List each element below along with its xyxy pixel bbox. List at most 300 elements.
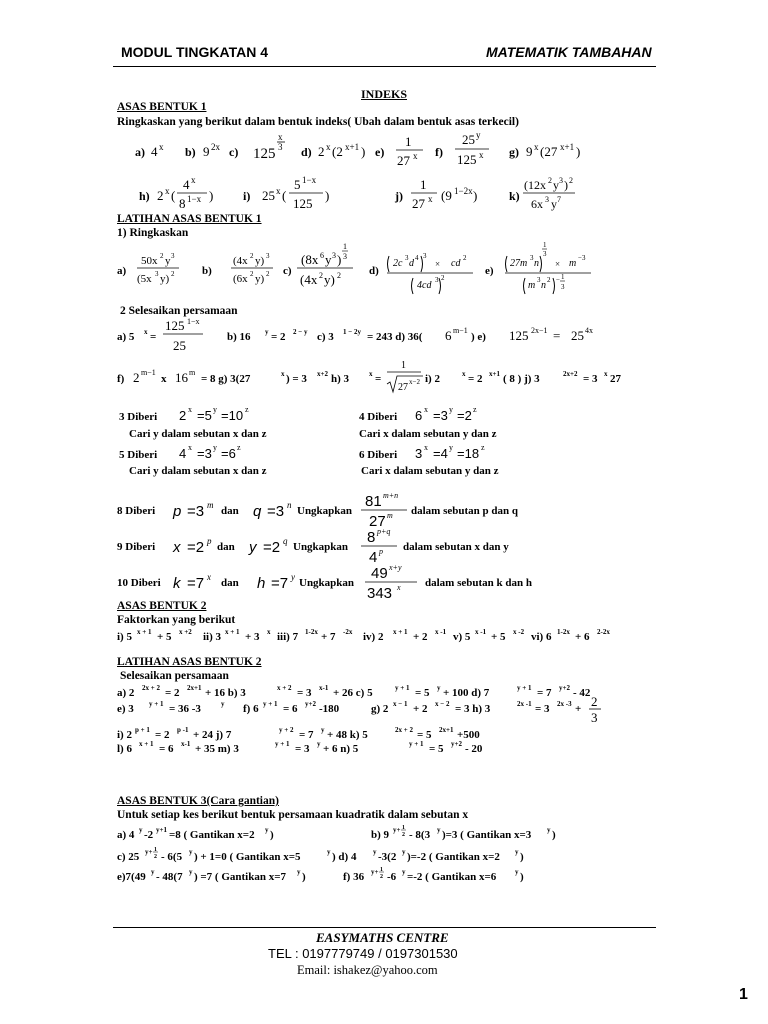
svg-text:=-2 ( Gantikan x=6: =-2 ( Gantikan x=6 [407,871,497,883]
svg-text:y+: y+ [145,848,153,856]
svg-text:e) 3: e) 3 [117,703,134,715]
instruction-kuadratik: Untuk setiap kes berikut bentuk persamaan kuadratik dalam sebutan x [117,809,469,821]
svg-text:y+2: y+2 [305,700,316,708]
svg-text:y: y [213,405,217,414]
svg-text:x -1: x -1 [435,628,447,636]
svg-text:g): g) [509,145,519,159]
instruction-faktorkan: Faktorkan yang berikut [117,614,236,626]
svg-text:m: m [528,280,536,291]
svg-text:(6x: (6x [233,273,248,285]
svg-text:b): b) [185,145,196,159]
svg-text:): ) [270,829,274,841]
svg-text:x: x [604,370,608,378]
svg-text:-6: -6 [387,871,397,883]
svg-text:- 8(3: - 8(3 [409,829,431,841]
svg-text:3: 3 [423,252,427,260]
svg-text:1-2x: 1-2x [557,628,570,636]
svg-text:dalam sebutan k dan h: dalam sebutan k dan h [425,577,532,589]
svg-text:y: y [402,868,406,876]
svg-text:x: x [165,186,170,196]
svg-text:3: 3 [171,252,175,260]
svg-text:): ) [361,144,366,159]
section-heading-latihan-2: LATIHAN ASAS BENTUK 2 [117,656,262,668]
svg-text:2: 2 [337,271,341,280]
svg-text:x: x [188,405,192,414]
svg-text:y: y [249,539,257,556]
svg-text:( 8 ) j) 3: ( 8 ) j) 3 [503,373,540,385]
svg-text:k: k [173,575,181,592]
svg-text:dalam sebutan x dan y: dalam sebutan x dan y [403,541,509,553]
svg-text:p: p [379,547,383,556]
svg-text:3: 3 [545,195,549,204]
svg-text:2x -3: 2x -3 [557,700,572,708]
svg-text:f): f) [435,145,443,159]
svg-text:+ 16 b) 3: + 16 b) 3 [205,687,246,699]
svg-text:y + 2: y + 2 [279,726,294,734]
svg-text:y: y [449,443,453,452]
svg-text:c) 3: c) 3 [317,331,334,343]
svg-text:k): k) [509,189,520,203]
svg-text:2: 2 [463,254,467,262]
svg-text:4: 4 [415,254,419,262]
svg-text:2: 2 [380,874,383,880]
svg-text:p+q: p+q [377,527,391,536]
svg-text:8 Diberi: 8 Diberi [117,505,156,517]
svg-text:27: 27 [610,373,621,385]
svg-text:dan: dan [217,541,235,553]
svg-text:y: y [437,826,441,834]
svg-text:i) 2: i) 2 [117,729,132,741]
svg-text:y: y [547,826,551,834]
svg-text:dan: dan [221,577,239,589]
svg-text:+ 5: + 5 [157,631,172,643]
footer-centre-name: EASYMATHS CENTRE [316,930,449,945]
svg-text:2x+2: 2x+2 [563,370,578,378]
svg-text:= 2: = 2 [155,729,170,741]
svg-text:a): a) [135,145,145,159]
svg-text:Ungkapkan: Ungkapkan [293,541,349,553]
svg-text:2: 2 [591,694,598,709]
svg-text:4: 4 [183,177,190,192]
footer-rule [113,927,656,928]
svg-text:): ) [337,252,342,267]
svg-text:-3(2: -3(2 [378,851,397,863]
svg-text:m: m [207,500,214,510]
svg-text:) + 1=0 ( Gantikan x=5: ) + 1=0 ( Gantikan x=5 [194,851,301,863]
svg-text:= 2: = 2 [468,373,483,385]
question-2-label: 2 Selesaikan persamaan [120,305,238,317]
svg-text:x +2: x +2 [179,628,192,636]
svg-text:- 6(5: - 6(5 [161,851,183,863]
header-module-label: MODUL TINGKATAN 4 [121,44,268,60]
svg-text:3: 3 [343,252,347,261]
svg-text:(4x: (4x [300,272,318,287]
svg-text:= 5: = 5 [415,687,430,699]
svg-text:=5: =5 [197,408,212,423]
svg-text:h) 3: h) 3 [331,373,350,385]
svg-text:(27: (27 [540,144,558,159]
svg-text:z: z [237,443,241,452]
svg-text:y: y [373,848,377,856]
svg-text:) = 3: ) = 3 [286,373,307,385]
svg-text:27: 27 [412,196,425,211]
svg-text:q: q [253,503,262,520]
svg-text:+ 35 m) 3: + 35 m) 3 [195,743,239,755]
svg-text:m+n: m+n [383,491,399,500]
svg-text:8: 8 [179,196,186,211]
svg-text:- 20: - 20 [465,743,483,755]
svg-text:= 3: = 3 [535,703,550,715]
svg-text:x: x [424,443,428,452]
footer-telephone: TEL : 0197779749 / 0197301530 [268,946,458,961]
svg-text:9: 9 [526,144,533,159]
svg-text:1: 1 [402,825,405,831]
svg-text:vi) 6: vi) 6 [531,631,552,643]
svg-text:y: y [321,726,325,734]
svg-text:9 Diberi: 9 Diberi [117,541,156,553]
svg-text:2: 2 [441,274,445,282]
svg-text:=2: =2 [187,539,205,556]
svg-text:d): d) [369,265,379,277]
svg-text:343: 343 [367,585,393,602]
svg-text:2: 2 [250,252,254,260]
svg-text:=7: =7 [271,575,289,592]
svg-text:x − 1: x − 1 [393,700,408,708]
svg-text:z: z [481,443,485,452]
svg-text:)=-2 ( Gantikan x=2: )=-2 ( Gantikan x=2 [407,851,500,863]
svg-text:=18: =18 [457,446,480,461]
svg-text:f): f) [117,373,125,385]
svg-text:=3: =3 [433,408,448,423]
svg-text:x: x [144,328,148,336]
section-heading-asas-3: ASAS BENTUK 3(Cara gantian) [117,795,279,807]
svg-text:= 36 -3: = 36 -3 [169,703,201,715]
svg-text:2x+1: 2x+1 [439,726,454,734]
svg-text:16: 16 [175,370,188,385]
svg-text:y + 1: y + 1 [395,684,410,692]
svg-text:+ 3: + 3 [245,631,260,643]
svg-text:y: y [476,130,481,140]
svg-text:2x -1: 2x -1 [517,700,532,708]
svg-text:1−2x: 1−2x [454,186,473,196]
svg-text:f) 36: f) 36 [343,871,365,883]
svg-text:v) 5: v) 5 [453,631,471,643]
svg-text:h: h [257,575,266,592]
page-title: INDEKS [361,87,408,101]
svg-text:a): a) [117,265,127,277]
svg-text:9: 9 [203,144,210,159]
svg-text:j): j) [395,189,403,203]
svg-text:3: 3 [435,276,439,284]
svg-text:+ 2: + 2 [413,631,428,643]
section-heading-latihan-1: LATIHAN ASAS BENTUK 1 [117,213,262,225]
svg-text:−3: −3 [578,254,586,262]
svg-text:(4x: (4x [233,255,248,267]
svg-text:n: n [541,280,546,291]
svg-text:=: = [375,373,382,385]
svg-text:2: 2 [266,270,270,278]
svg-text:y: y [553,178,559,192]
svg-text:y: y [437,684,441,692]
svg-text:e): e) [485,265,494,277]
svg-text:y): y) [160,273,170,285]
svg-text:10 Diberi: 10 Diberi [117,577,161,589]
svg-text:iii) 7: iii) 7 [277,631,299,643]
svg-text:=3: =3 [197,446,212,461]
svg-text:2: 2 [547,276,551,284]
svg-text:4 Diberi: 4 Diberi [359,411,398,423]
asas-1-expressions [117,128,657,218]
svg-text:= 6: = 6 [283,703,298,715]
svg-text:x: x [159,142,164,152]
svg-text:): ) [209,188,214,203]
svg-text:(: ( [282,188,287,203]
svg-text:): ) [325,188,330,203]
svg-text:3: 3 [561,283,565,291]
svg-text:25: 25 [571,328,584,343]
svg-text:Ungkapkan: Ungkapkan [297,505,353,517]
svg-text:2 − y: 2 − y [293,328,308,336]
svg-text:= 2: = 2 [165,687,180,699]
svg-text:2x−1: 2x−1 [531,326,548,335]
svg-text:x-1: x-1 [181,740,191,748]
svg-text:2: 2 [569,176,573,185]
svg-text:+: + [575,703,582,715]
svg-text:y+1: y+1 [156,826,167,834]
svg-text:) e): ) e) [471,331,486,343]
svg-text:Cari y dalam sebutan x dan z: Cari y dalam sebutan x dan z [129,465,267,477]
svg-text:2x+1: 2x+1 [187,684,202,692]
svg-text:x: x [397,583,401,592]
svg-text:ii) 3: ii) 3 [203,631,222,643]
svg-text:y: y [449,405,453,414]
svg-text:=2: =2 [263,539,281,556]
svg-text:= 7: = 7 [299,729,314,741]
svg-text:y: y [221,700,225,708]
svg-text:y: y [265,328,269,336]
svg-text:d: d [409,258,414,269]
section-heading-asas-2: ASAS BENTUK 2 [117,600,207,612]
svg-text:y: y [402,848,406,856]
svg-text:x: x [326,142,331,152]
header-subject-label: MATEMATIK TAMBAHAN [486,44,652,60]
svg-text:y: y [189,868,193,876]
svg-text:=10: =10 [221,408,244,423]
svg-text:y: y [151,868,155,876]
svg-text:x: x [369,370,373,378]
svg-text:+500: +500 [457,729,480,741]
svg-text:z: z [245,405,249,414]
svg-text:1: 1 [154,847,157,853]
svg-text:d): d) [301,145,312,159]
instruction: Ringkaskan yang berikut dalam bentuk indeks( Ubah dalam bentuk asas terkecil) [117,116,519,128]
svg-text:x+1: x+1 [489,370,500,378]
svg-text:(12x: (12x [524,178,546,192]
header-rule [113,66,656,67]
svg-text:): ) [473,188,478,203]
svg-text:x: x [281,370,285,378]
svg-text:2: 2 [160,252,164,260]
svg-text:+ 100 d) 7: + 100 d) 7 [443,687,490,699]
svg-text:x + 1: x + 1 [139,740,154,748]
svg-text:-2: -2 [144,829,154,841]
svg-text:-180: -180 [319,703,340,715]
svg-text:+ 2: + 2 [413,703,428,715]
svg-text:x+1: x+1 [345,142,360,152]
svg-text:+ 7: + 7 [321,631,336,643]
svg-text:(8x: (8x [301,252,319,267]
svg-text:m−1: m−1 [141,368,156,377]
svg-text:3 Diberi: 3 Diberi [119,411,158,423]
svg-text:5 Diberi: 5 Diberi [119,449,158,461]
svg-text:Cari y dalam sebutan x dan z: Cari y dalam sebutan x dan z [129,428,267,440]
svg-text:y: y [139,826,143,834]
svg-text:4x: 4x [585,326,593,335]
svg-text:x + 2: x + 2 [277,684,292,692]
svg-text:): ) [576,144,581,159]
svg-text:x: x [278,132,283,142]
svg-text:y + 1: y + 1 [275,740,290,748]
svg-text:1: 1 [380,867,383,873]
svg-text:= 7: = 7 [537,687,552,699]
svg-text:Cari x dalam sebutan y dan z: Cari x dalam sebutan y dan z [361,465,499,477]
svg-text:y+2: y+2 [559,684,570,692]
svg-text:3: 3 [332,251,336,260]
svg-text:f) 6: f) 6 [243,703,259,715]
svg-text:x: x [479,150,484,160]
svg-text:4: 4 [179,446,187,461]
svg-text:i) 5: i) 5 [117,631,132,643]
svg-text:3: 3 [278,142,283,152]
svg-text:3: 3 [530,254,534,262]
svg-text:25: 25 [462,132,475,147]
svg-text:=4: =4 [433,446,448,461]
svg-text:y + 1: y + 1 [517,684,532,692]
svg-text:= 3 h) 3: = 3 h) 3 [455,703,491,715]
svg-text:= 3: = 3 [583,373,598,385]
svg-text:= 5: = 5 [429,743,444,755]
svg-text:+ 26 c) 5: + 26 c) 5 [333,687,373,699]
svg-text:a) 4: a) 4 [117,829,135,841]
svg-text:x: x [413,151,418,161]
svg-text:1−x: 1−x [302,175,317,185]
svg-text:- 42: - 42 [573,687,591,699]
svg-text:b) 16: b) 16 [227,331,251,343]
svg-text:3: 3 [155,270,159,278]
svg-text:25: 25 [173,338,186,353]
svg-text:1−x: 1−x [187,194,202,204]
svg-text:27m: 27m [510,258,528,269]
svg-text:a) 5: a) 5 [117,331,135,343]
svg-text:3: 3 [405,254,409,262]
svg-text:y: y [325,252,332,267]
svg-text:4: 4 [151,144,158,159]
svg-text:): ) [520,871,524,883]
svg-text:x − 2: x − 2 [435,700,450,708]
svg-text:2: 2 [154,854,157,860]
svg-text:y: y [165,255,171,267]
svg-text:2: 2 [171,270,175,278]
svg-text:3: 3 [266,252,270,260]
svg-text:=7: =7 [187,575,205,592]
svg-text:x + 1: x + 1 [393,628,408,636]
svg-text:6: 6 [415,408,423,423]
instruction-selesaikan: Selesaikan persamaan [120,670,229,682]
svg-text:x: x [428,194,433,204]
svg-text:y: y [515,848,519,856]
svg-text:b) 9: b) 9 [371,829,390,841]
svg-text:+ 24 j) 7: + 24 j) 7 [193,729,232,741]
svg-text:50x: 50x [141,255,158,267]
svg-text:3: 3 [415,446,423,461]
svg-text:x: x [276,186,281,196]
svg-text:2x + 2: 2x + 2 [395,726,413,734]
svg-text:c): c) [229,145,239,159]
svg-text:49: 49 [371,565,388,582]
svg-text:2c: 2c [393,258,403,269]
svg-text:81: 81 [365,493,382,510]
svg-text:125: 125 [165,318,185,333]
latihan-1-diberi-items [117,400,537,480]
svg-text:= 243 d) 36(: = 243 d) 36( [367,331,423,343]
svg-text:x: x [207,572,211,582]
svg-text:x: x [534,142,539,152]
svg-text:1: 1 [401,360,406,371]
svg-text:i) 2: i) 2 [425,373,440,385]
svg-text:6 Diberi: 6 Diberi [359,449,398,461]
svg-text:x: x [462,370,466,378]
svg-text:c): c) [283,265,292,277]
svg-text:2: 2 [402,832,405,838]
svg-text:y: y [189,848,193,856]
svg-text:y): y) [255,273,265,285]
question-1-label: 1) Ringkaskan [117,227,189,239]
svg-text:b): b) [202,265,212,277]
svg-text:2: 2 [250,270,254,278]
svg-text:2x: 2x [211,142,220,152]
svg-text:2: 2 [318,144,325,159]
svg-text:6: 6 [320,251,324,260]
svg-text:+ 6: + 6 [575,631,590,643]
latihan-1-ungkapkan-items [117,488,587,606]
svg-text:= 2: = 2 [271,331,286,343]
svg-text:z: z [473,405,477,414]
svg-text:2: 2 [548,176,552,185]
svg-text:x -1: x -1 [475,628,487,636]
svg-text:p: p [207,536,212,546]
svg-text:dan: dan [221,505,239,517]
svg-text:x−2: x−2 [409,378,420,386]
svg-text:y + 1: y + 1 [149,700,164,708]
svg-text:2-2x: 2-2x [597,628,610,636]
svg-text:= 3: = 3 [297,687,312,699]
svg-text:1: 1 [343,242,347,251]
svg-text:y: y [213,443,217,452]
svg-text:125: 125 [457,152,477,167]
svg-text:=8 ( Gantikan x=2: =8 ( Gantikan x=2 [169,829,255,841]
svg-text:=: = [553,328,561,343]
svg-text:+ 6 n) 5: + 6 n) 5 [323,743,359,755]
svg-text:= 5: = 5 [417,729,432,741]
latihan-1-equations-row-f [117,356,637,400]
svg-text:+ 5: + 5 [491,631,506,643]
svg-text:m: m [569,258,577,269]
svg-text:x: x [267,628,271,636]
svg-text:×: × [555,259,561,269]
svg-text:2: 2 [157,188,164,203]
svg-text:p + 1: p + 1 [135,726,150,734]
svg-text:x: x [424,405,428,414]
